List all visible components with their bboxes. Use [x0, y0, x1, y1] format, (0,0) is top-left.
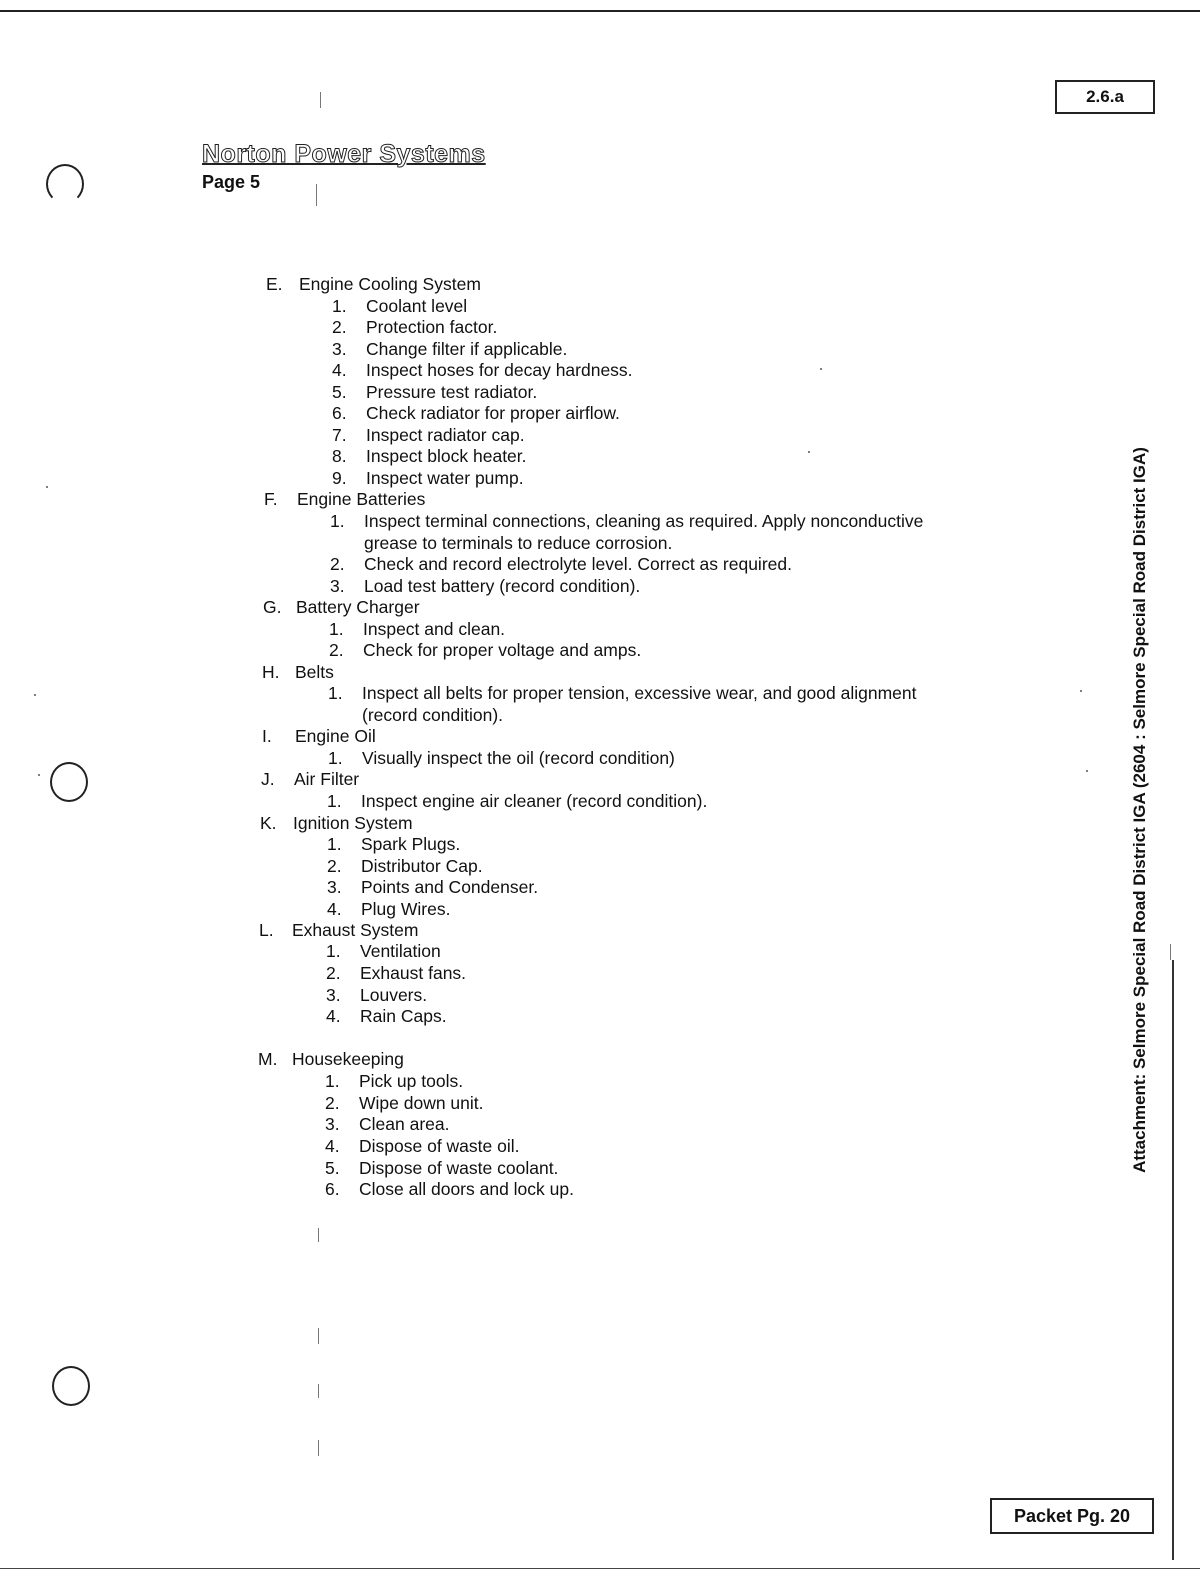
item-text: Ventilation	[360, 941, 441, 961]
item-number: 1.	[327, 834, 342, 854]
section-title: Engine Oil	[295, 726, 376, 746]
section-title: Air Filter	[294, 769, 360, 789]
item-text: Inspect and clean.	[363, 619, 506, 639]
item-text: Dispose of waste coolant.	[359, 1158, 559, 1178]
attachment-side-label: Attachment: Selmore Special Road District IGA (2604 : Selmore Special Road District IGA)	[1130, 447, 1149, 1173]
section-letter: E.	[266, 274, 283, 294]
scan-speck	[46, 486, 48, 488]
item-text: Exhaust fans.	[360, 963, 467, 983]
section-title: Engine Cooling System	[299, 274, 481, 294]
item-number: 1.	[328, 748, 343, 768]
item-number: 3.	[327, 877, 342, 897]
item-text: Check and record electrolyte level. Correct as required.	[364, 554, 792, 574]
item-number: 1.	[327, 791, 342, 811]
section-title: Housekeeping	[292, 1049, 404, 1069]
item-text: Louvers.	[360, 985, 428, 1005]
item-number: 1.	[325, 1071, 340, 1091]
item-number: 3.	[332, 339, 347, 359]
item-number: 3.	[330, 576, 345, 596]
item-text: Distributor Cap.	[361, 856, 483, 876]
section-letter: H.	[262, 662, 280, 682]
scan-speck	[1080, 690, 1082, 692]
section-letter: J.	[261, 769, 275, 789]
item-text: Wipe down unit.	[359, 1093, 484, 1113]
scan-speck	[808, 451, 810, 453]
right-border-line	[1172, 960, 1174, 1560]
item-number: 1.	[326, 941, 341, 961]
punch-hole-icon	[50, 762, 88, 802]
section-title: Ignition System	[293, 813, 413, 833]
item-text: Inspect hoses for decay hardness.	[366, 360, 633, 380]
item-number: 6.	[325, 1179, 340, 1199]
section-letter: M.	[258, 1049, 278, 1069]
section-title: Battery Charger	[296, 597, 420, 617]
item-text: Clean area.	[359, 1114, 450, 1134]
section-tag: 2.6.a	[1055, 80, 1155, 114]
item-number: 1.	[329, 619, 344, 639]
bottom-border-line	[0, 1568, 1200, 1569]
list-item-continuation: (record condition).	[362, 705, 504, 725]
section-letter: G.	[263, 597, 282, 617]
section-title: Exhaust System	[292, 920, 419, 940]
item-number: 5.	[325, 1158, 340, 1178]
scan-mark	[316, 184, 317, 206]
item-text: Inspect block heater.	[366, 446, 527, 466]
item-number: 9.	[332, 468, 347, 488]
item-text: Spark Plugs.	[361, 834, 461, 854]
page-label: Page 5	[202, 172, 261, 192]
scan-mark	[318, 1440, 319, 1456]
item-number: 2.	[325, 1093, 340, 1113]
item-text: Coolant level	[366, 296, 468, 316]
scan-speck	[820, 368, 822, 370]
item-number: 2.	[326, 963, 341, 983]
scan-speck	[1086, 770, 1088, 772]
scan-mark	[320, 92, 321, 108]
section-title: Engine Batteries	[297, 489, 426, 509]
item-number: 2.	[329, 640, 344, 660]
item-number: 4.	[326, 1006, 341, 1026]
item-number: 3.	[325, 1114, 340, 1134]
item-text: Change filter if applicable.	[366, 339, 568, 359]
item-text: Inspect all belts for proper tension, excessive wear, and good alignment	[362, 683, 917, 703]
section-letter: L.	[259, 920, 274, 940]
item-number: 5.	[332, 382, 347, 402]
item-text: Inspect engine air cleaner (record condition).	[361, 791, 708, 811]
item-text: Dispose of waste oil.	[359, 1136, 520, 1156]
section-letter: K.	[260, 813, 277, 833]
section-letter: I.	[262, 726, 272, 746]
top-border-line	[0, 10, 1200, 12]
section-letter: F.	[264, 489, 278, 509]
item-text: Protection factor.	[366, 317, 498, 337]
item-number: 7.	[332, 425, 347, 445]
scan-mark	[318, 1228, 319, 1242]
scan-speck	[38, 774, 40, 776]
item-text: Close all doors and lock up.	[359, 1179, 574, 1199]
item-number: 8.	[332, 446, 347, 466]
scan-mark	[318, 1384, 319, 1398]
scan-speck	[34, 694, 36, 696]
item-number: 4.	[325, 1136, 340, 1156]
item-number: 2.	[330, 554, 345, 574]
punch-hole-icon	[46, 164, 84, 204]
item-number: 1.	[330, 511, 345, 531]
item-text: Inspect water pump.	[366, 468, 524, 488]
item-text: Rain Caps.	[360, 1006, 447, 1026]
section-title: Belts	[295, 662, 334, 682]
item-number: 4.	[332, 360, 347, 380]
item-number: 6.	[332, 403, 347, 423]
item-text: Plug Wires.	[361, 899, 451, 919]
scan-mark	[318, 1328, 319, 1344]
item-text: Check for proper voltage and amps.	[363, 640, 642, 660]
scan-mark	[1170, 944, 1171, 960]
list-item-continuation: grease to terminals to reduce corrosion.	[364, 533, 673, 553]
item-number: 4.	[327, 899, 342, 919]
item-text: Inspect terminal connections, cleaning as required. Apply nonconductive	[364, 511, 924, 531]
item-number: 3.	[326, 985, 341, 1005]
item-text: Pick up tools.	[359, 1071, 464, 1091]
item-text: Visually inspect the oil (record condition)	[362, 748, 675, 768]
item-text: Pressure test radiator.	[366, 382, 538, 402]
item-number: 1.	[328, 683, 343, 703]
item-number: 2.	[327, 856, 342, 876]
item-text: Points and Condenser.	[361, 877, 539, 897]
item-text: Check radiator for proper airflow.	[366, 403, 620, 423]
punch-hole-icon	[52, 1366, 90, 1406]
item-text: Load test battery (record condition).	[364, 576, 641, 596]
item-text: Inspect radiator cap.	[366, 425, 525, 445]
item-number: 2.	[332, 317, 347, 337]
item-number: 1.	[332, 296, 347, 316]
packet-page-label: Packet Pg. 20	[990, 1498, 1154, 1534]
company-name: Norton Power Systems	[202, 140, 486, 168]
